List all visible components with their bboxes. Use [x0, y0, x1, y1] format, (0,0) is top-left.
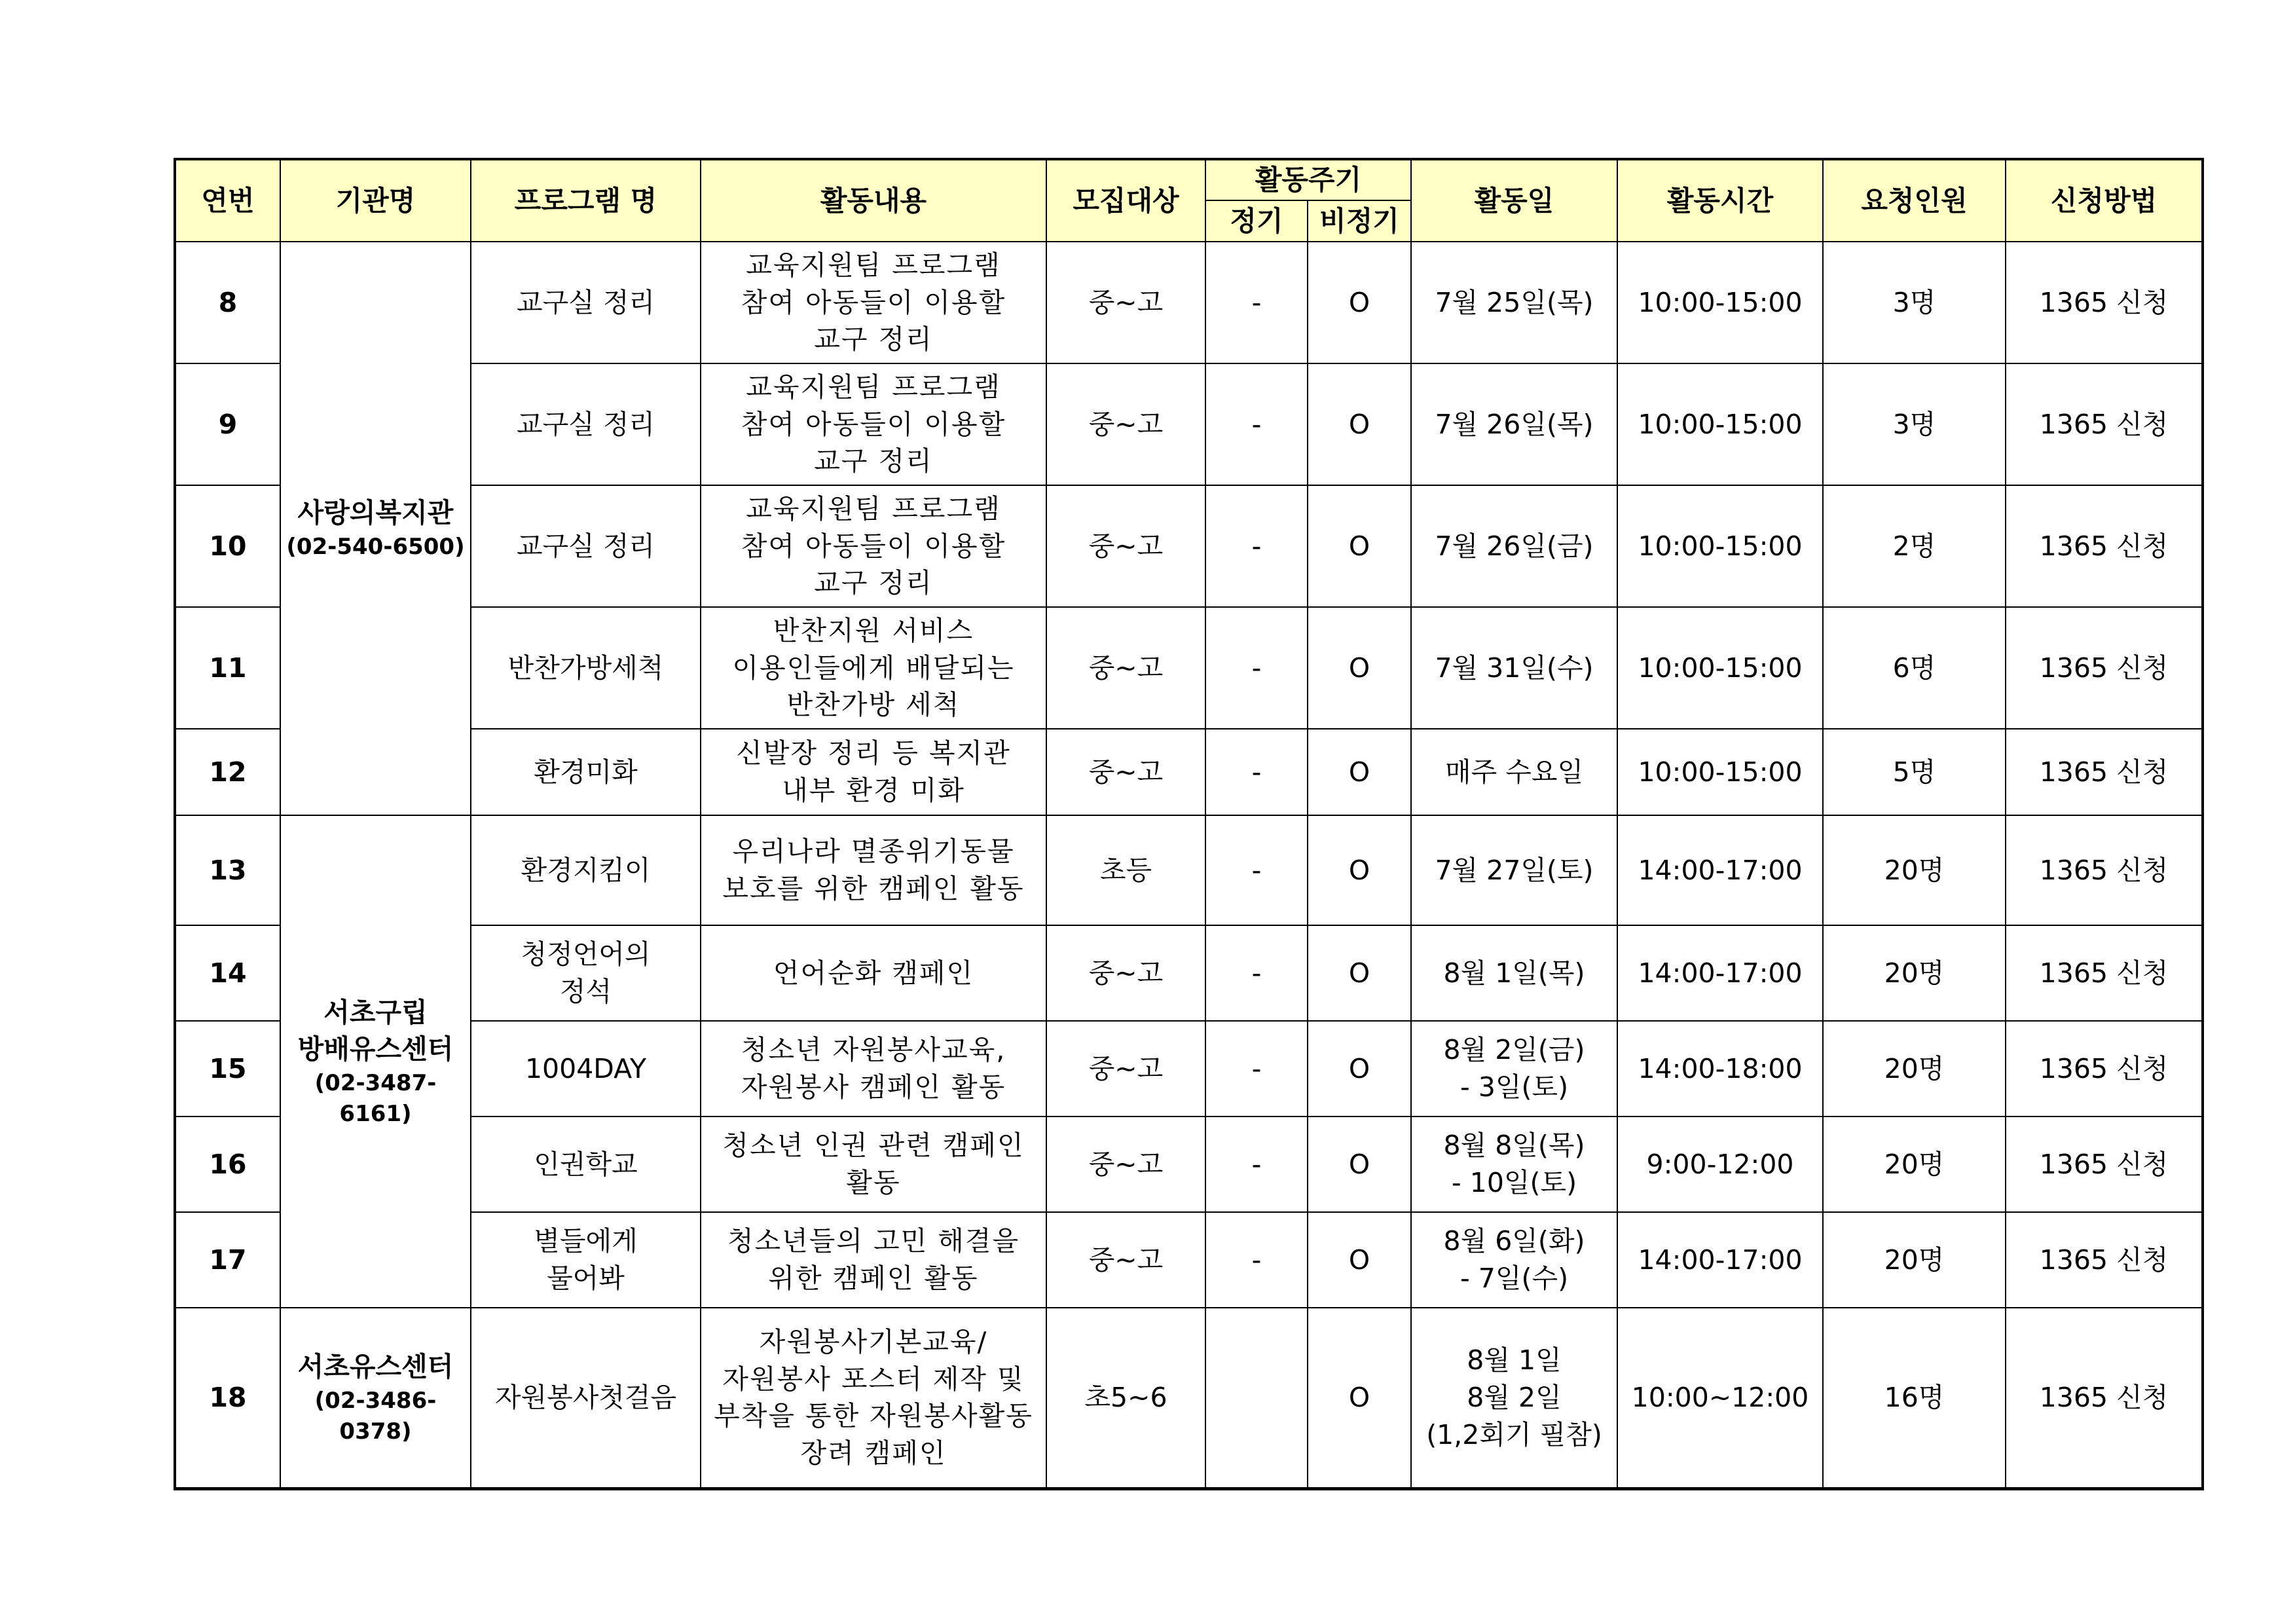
table-row — [175, 1212, 2203, 1308]
activity-content-line: 신발장 정리 등 복지관 — [736, 737, 1011, 769]
apply-method: 1365 신청 — [2006, 363, 2203, 485]
activity-date-line: 매주 수요일 — [1444, 756, 1584, 788]
activity-time: 9:00-12:00 — [1617, 1116, 1823, 1212]
regular-mark: - — [1205, 1116, 1308, 1212]
program-name — [471, 1116, 701, 1212]
regular-mark: - — [1205, 242, 1308, 363]
apply-method: 1365 신청 — [2006, 1021, 2203, 1116]
recruit-target: 초5~6 — [1046, 1308, 1205, 1488]
organization-name: 서초유스센터 — [297, 1351, 454, 1383]
apply-method: 1365 신청 — [2006, 925, 2203, 1021]
requested-people: 3명 — [1823, 363, 2006, 485]
program-name-line: 환경지킴이 — [521, 854, 651, 886]
program-name — [471, 815, 701, 925]
activity-content-line: 보호를 위한 캠페인 활동 — [722, 873, 1025, 904]
table-row — [175, 815, 2203, 925]
activity-content-line: 반찬지원 서비스 — [773, 615, 974, 647]
requested-people: 20명 — [1823, 1116, 2006, 1212]
activity-date — [1411, 815, 1617, 925]
table-row — [175, 363, 2203, 485]
organization-phone: (02-3486-0378) — [314, 1387, 437, 1445]
table-row — [175, 242, 2203, 363]
activity-content-line: 우리나라 멸종위기동물 — [732, 836, 1015, 868]
activity-content-line: 청소년 인권 관련 캠페인 — [722, 1130, 1025, 1162]
activity-content-line: 교육지원팀 프로그램 — [746, 493, 1001, 525]
requested-people: 20명 — [1823, 925, 2006, 1021]
activity-content-line: 교구 정리 — [814, 323, 933, 356]
row-number: 9 — [175, 363, 280, 485]
header-program: 프로그램 명 — [471, 159, 701, 242]
table-row — [175, 607, 2203, 729]
program-name-line: 교구실 정리 — [516, 286, 655, 318]
activity-content — [701, 485, 1046, 607]
activity-date-line: - 10일(토) — [1451, 1167, 1577, 1198]
regular-mark — [1205, 1308, 1308, 1488]
activity-time: 10:00-15:00 — [1617, 363, 1823, 485]
program-name-line: 별들에게 — [534, 1225, 638, 1257]
activity-content-line: 참여 아동들이 이용할 — [741, 530, 1006, 562]
regular-mark: - — [1205, 925, 1308, 1021]
activity-content — [701, 815, 1046, 925]
activity-content-line: 교육지원팀 프로그램 — [746, 371, 1001, 403]
activity-date-line: 8월 1일(목) — [1443, 957, 1585, 989]
row-number: 11 — [175, 607, 280, 729]
recruit-target: 중~고 — [1046, 363, 1205, 485]
program-name — [471, 1212, 701, 1308]
row-number: 13 — [175, 815, 280, 925]
recruit-target: 중~고 — [1046, 607, 1205, 729]
program-name — [471, 242, 701, 363]
activity-date-line: - 3일(토) — [1460, 1071, 1569, 1103]
activity-content-line: 언어순화 캠페인 — [773, 957, 974, 989]
activity-date — [1411, 1116, 1617, 1212]
recruit-target: 중~고 — [1046, 485, 1205, 607]
program-name — [471, 925, 701, 1021]
activity-date — [1411, 363, 1617, 485]
activity-time: 14:00-17:00 — [1617, 925, 1823, 1021]
irregular-mark: O — [1308, 815, 1411, 925]
regular-mark: - — [1205, 485, 1308, 607]
activity-content-line: 자원봉사기본교육/ — [759, 1326, 988, 1358]
requested-people: 6명 — [1823, 607, 2006, 729]
organization-cell — [280, 815, 471, 1308]
activity-content — [701, 1116, 1046, 1212]
table-body — [175, 242, 2203, 1488]
irregular-mark: O — [1308, 1308, 1411, 1488]
program-name — [471, 485, 701, 607]
activity-content-line: 활동 — [846, 1167, 901, 1198]
activity-date-line: - 7일(수) — [1460, 1263, 1569, 1294]
activity-time: 10:00~12:00 — [1617, 1308, 1823, 1488]
activity-content-line: 반찬가방 세척 — [786, 689, 961, 721]
recruit-target: 중~고 — [1046, 242, 1205, 363]
program-name-line: 교구실 정리 — [516, 408, 655, 440]
activity-content — [701, 729, 1046, 815]
program-name — [471, 607, 701, 729]
activity-date-line: 7월 27일(토) — [1435, 854, 1594, 886]
activity-date-line: 7월 31일(수) — [1435, 652, 1594, 684]
irregular-mark: O — [1308, 729, 1411, 815]
activity-date — [1411, 1212, 1617, 1308]
regular-mark: - — [1205, 729, 1308, 815]
requested-people: 2명 — [1823, 485, 2006, 607]
irregular-mark: O — [1308, 1212, 1411, 1308]
program-name — [471, 1308, 701, 1488]
activity-content — [701, 242, 1046, 363]
regular-mark: - — [1205, 607, 1308, 729]
requested-people: 3명 — [1823, 242, 2006, 363]
activity-date-line: 8월 6일(화) — [1443, 1225, 1585, 1257]
table-row — [175, 1116, 2203, 1212]
organization-cell — [280, 242, 471, 815]
irregular-mark: O — [1308, 242, 1411, 363]
apply-method: 1365 신청 — [2006, 242, 2203, 363]
activity-time: 10:00-15:00 — [1617, 242, 1823, 363]
activity-date — [1411, 729, 1617, 815]
apply-method: 1365 신청 — [2006, 1116, 2203, 1212]
requested-people: 20명 — [1823, 1212, 2006, 1308]
regular-mark: - — [1205, 363, 1308, 485]
row-number: 8 — [175, 242, 280, 363]
header-date: 활동일 — [1411, 159, 1617, 242]
activity-content-line: 장려 캠페인 — [800, 1437, 947, 1469]
program-name-line: 자원봉사첫걸음 — [494, 1381, 677, 1413]
activity-content-line: 교구 정리 — [814, 445, 933, 477]
volunteer-program-table — [174, 158, 2204, 1490]
activity-date — [1411, 242, 1617, 363]
activity-date-line: (1,2회기 필참) — [1426, 1418, 1602, 1450]
activity-content-line: 자원봉사 캠페인 활동 — [741, 1071, 1006, 1103]
activity-content-line: 청소년 자원봉사교육, — [741, 1034, 1006, 1066]
activity-date — [1411, 1021, 1617, 1116]
activity-time: 14:00-17:00 — [1617, 815, 1823, 925]
activity-date — [1411, 607, 1617, 729]
header-regular: 정기 — [1205, 200, 1308, 242]
recruit-target: 중~고 — [1046, 729, 1205, 815]
table-row — [175, 1021, 2203, 1116]
activity-date-line: 8월 2일 — [1467, 1381, 1562, 1413]
activity-content — [701, 1021, 1046, 1116]
activity-date-line: 8월 8일(목) — [1443, 1130, 1585, 1162]
table-row — [175, 729, 2203, 815]
activity-content-line: 청소년들의 고민 해결을 — [727, 1225, 1020, 1257]
program-name — [471, 729, 701, 815]
table-row — [175, 1308, 2203, 1488]
organization-name — [285, 994, 466, 1068]
activity-date — [1411, 485, 1617, 607]
header-org: 기관명 — [280, 159, 471, 242]
apply-method: 1365 신청 — [2006, 729, 2203, 815]
row-number: 14 — [175, 925, 280, 1021]
program-name-line: 1004DAY — [524, 1052, 647, 1084]
activity-content — [701, 1308, 1046, 1488]
header-cycle: 활동주기 — [1205, 159, 1411, 200]
program-name-line: 환경미화 — [534, 756, 638, 788]
activity-content — [701, 1212, 1046, 1308]
program-name-line: 물어봐 — [547, 1263, 625, 1294]
activity-time: 10:00-15:00 — [1617, 607, 1823, 729]
recruit-target: 중~고 — [1046, 925, 1205, 1021]
row-number: 15 — [175, 1021, 280, 1116]
activity-date — [1411, 925, 1617, 1021]
recruit-target: 초등 — [1046, 815, 1205, 925]
header-irregular: 비정기 — [1308, 200, 1411, 242]
organization-cell — [280, 1308, 471, 1488]
irregular-mark: O — [1308, 1021, 1411, 1116]
header-target: 모집대상 — [1046, 159, 1205, 242]
requested-people: 20명 — [1823, 1021, 2006, 1116]
activity-content-line: 교구 정리 — [814, 567, 933, 599]
activity-content-line: 참여 아동들이 이용할 — [741, 286, 1006, 318]
requested-people: 5명 — [1823, 729, 2006, 815]
activity-date-line: 7월 26일(목) — [1435, 408, 1594, 440]
activity-date-line: 7월 26일(금) — [1435, 530, 1594, 562]
regular-mark: - — [1205, 815, 1308, 925]
apply-method: 1365 신청 — [2006, 485, 2203, 607]
program-name-line: 교구실 정리 — [516, 530, 655, 562]
organization-name-line: 서초구립 — [323, 996, 428, 1028]
activity-content — [701, 925, 1046, 1021]
program-name-line: 반찬가방세척 — [507, 652, 664, 684]
activity-content — [701, 363, 1046, 485]
activity-time: 10:00-15:00 — [1617, 485, 1823, 607]
irregular-mark: O — [1308, 1116, 1411, 1212]
program-name-line: 인권학교 — [534, 1148, 638, 1180]
activity-time: 10:00-15:00 — [1617, 729, 1823, 815]
irregular-mark: O — [1308, 607, 1411, 729]
activity-content-line: 부착을 통한 자원봉사활동 — [714, 1400, 1033, 1432]
irregular-mark: O — [1308, 925, 1411, 1021]
header-content: 활동내용 — [701, 159, 1046, 242]
row-number: 17 — [175, 1212, 280, 1308]
header-people: 요청인원 — [1823, 159, 2006, 242]
activity-date-line: 7월 25일(목) — [1435, 286, 1594, 318]
table-row — [175, 485, 2203, 607]
organization-name-line: 방배유스센터 — [297, 1033, 454, 1065]
program-name-line: 청정언어의 — [521, 938, 651, 970]
apply-method: 1365 신청 — [2006, 815, 2203, 925]
activity-date-line: 8월 2일(금) — [1443, 1034, 1585, 1066]
activity-time: 14:00-17:00 — [1617, 1212, 1823, 1308]
row-number: 12 — [175, 729, 280, 815]
irregular-mark: O — [1308, 485, 1411, 607]
organization-phone: (02-3487-6161) — [314, 1069, 437, 1127]
regular-mark: - — [1205, 1021, 1308, 1116]
header-time: 활동시간 — [1617, 159, 1823, 242]
table-row — [175, 925, 2203, 1021]
apply-method: 1365 신청 — [2006, 607, 2203, 729]
recruit-target: 중~고 — [1046, 1212, 1205, 1308]
recruit-target: 중~고 — [1046, 1021, 1205, 1116]
activity-content-line: 참여 아동들이 이용할 — [741, 408, 1006, 440]
header-apply: 신청방법 — [2006, 159, 2203, 242]
organization-name: 사랑의복지관 — [297, 497, 454, 529]
activity-content-line: 위한 캠페인 활동 — [768, 1263, 979, 1294]
activity-date — [1411, 1308, 1617, 1488]
row-number: 16 — [175, 1116, 280, 1212]
requested-people: 20명 — [1823, 815, 2006, 925]
program-name-line: 정석 — [559, 976, 612, 1007]
regular-mark: - — [1205, 1212, 1308, 1308]
activity-content-line: 자원봉사 포스터 제작 및 — [722, 1363, 1025, 1395]
activity-time: 14:00-18:00 — [1617, 1021, 1823, 1116]
organization-phone: (02-540-6500) — [286, 533, 465, 560]
apply-method: 1365 신청 — [2006, 1308, 2203, 1488]
program-name — [471, 363, 701, 485]
recruit-target: 중~고 — [1046, 1116, 1205, 1212]
irregular-mark: O — [1308, 363, 1411, 485]
row-number: 10 — [175, 485, 280, 607]
header-no: 연번 — [175, 159, 280, 242]
activity-content-line: 내부 환경 미화 — [782, 775, 965, 806]
activity-content-line: 이용인들에게 배달되는 — [732, 652, 1015, 684]
program-name — [471, 1021, 701, 1116]
row-number: 18 — [175, 1308, 280, 1488]
activity-date-line: 8월 1일 — [1467, 1344, 1562, 1376]
activity-content — [701, 607, 1046, 729]
apply-method: 1365 신청 — [2006, 1212, 2203, 1308]
activity-content-line: 교육지원팀 프로그램 — [746, 249, 1001, 282]
requested-people: 16명 — [1823, 1308, 2006, 1488]
